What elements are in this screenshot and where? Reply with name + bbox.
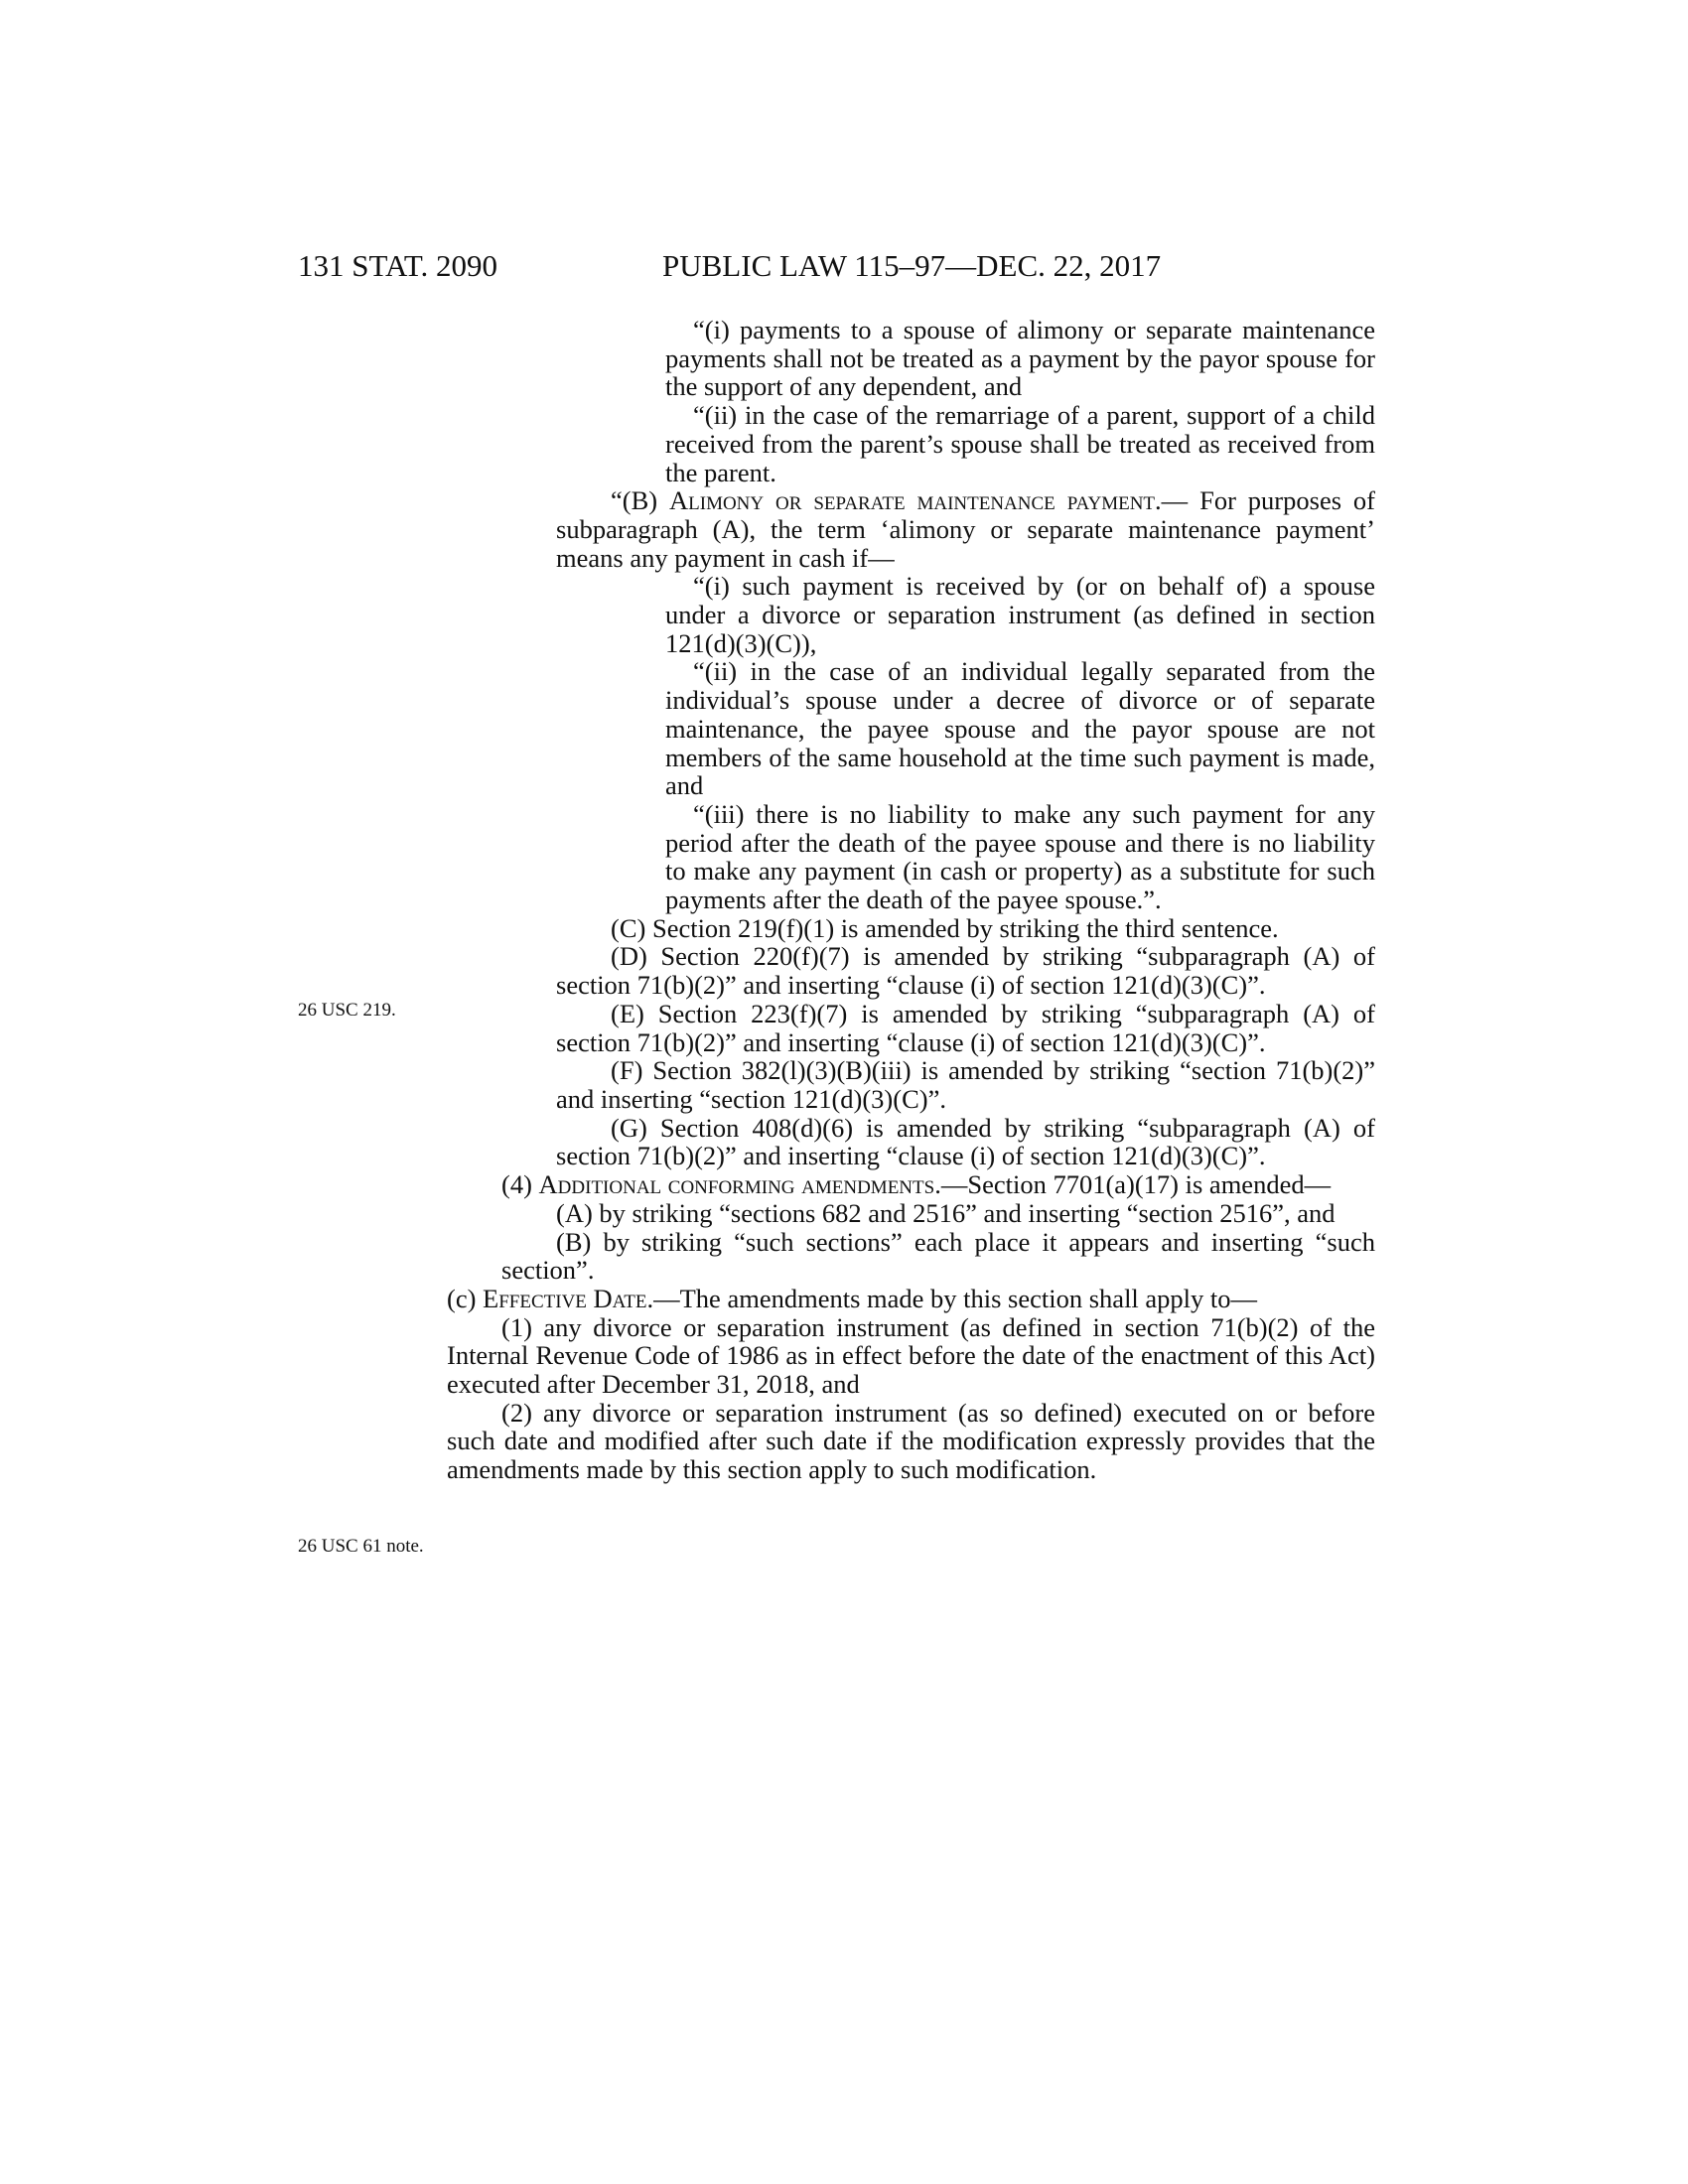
margin-note-usc-61-note: 26 USC 61 note. <box>298 1536 424 1557</box>
paragraph-effective-date-2: (2) any divorce or separation instrument (as so defined) executed on or before such date and modified after such date if the modification expressly provides that the amendments made by this section apply to such modification. <box>447 1397 1375 1485</box>
document-body <box>447 315 1375 1485</box>
paragraph-clause-iii-no-liability: “(iii) there is no liability to make any such payment for any period after the death of the payee spouse and there is no liability to make any payment (in cash or property) as a substitute for such payments after the death of the payee spouse.”. <box>665 798 1375 915</box>
paragraph-clause-ii-legally-separated: “(ii) in the case of an individual legally separated from the individual’s spouse under a decree of divorce or of separate maintenance, the payee spouse and the payor spouse are not members of the same household at the time such payment is made, and <box>665 656 1375 801</box>
paragraph-4-subparagraph-a: (A) by striking “sections 682 and 2516” and inserting “section 2516”, and <box>556 1197 1336 1228</box>
paragraph-clause-i-payment-received: “(i) such payment is received by (or on behalf of) a spouse under a divorce or separation instrument (as defined in section 121(d)(3)(C)), <box>665 571 1375 658</box>
paragraph-clause-i-alimony: “(i) payments to a spouse of alimony or separate maintenance payments shall not be treated as a payment by the payor spouse for the support of any dependent, and <box>665 315 1375 402</box>
paragraph-4-heading: Additional conforming amendments. <box>538 1169 941 1200</box>
paragraph-effective-date-1: (1) any divorce or separation instrument (as defined in section 71(b)(2) of the Internal Revenue Code of 1986 as in effect before the date of the enactment of this Act) executed after December 31, 2018, and <box>447 1311 1375 1400</box>
paragraph-4-additional-conforming: (4) Additional conforming amendments.—Section 7701(a)(17) is amended— <box>501 1169 1332 1200</box>
paragraph-subparagraph-d: (D) Section 220(f)(7) is amended by striking “subparagraph (A) of section 71(b)(2)” and inserting “clause (i) of section 121(d)(3)(C)”. <box>556 941 1375 1001</box>
paragraph-c-effective-date: (c) Effective Date.—The amendments made by this section shall apply to— <box>447 1283 1258 1313</box>
statute-page-reference: 131 STAT. 2090 <box>298 248 498 283</box>
paragraph-clause-ii-remarriage: “(ii) in the case of the remarriage of a parent, support of a child received from the parent’s spouse shall be treated as received from the parent. <box>665 400 1375 487</box>
public-law-title: PUBLIC LAW 115–97—DEC. 22, 2017 <box>662 248 1162 283</box>
paragraph-subparagraph-c: (C) Section 219(f)(1) is amended by striking the third sentence. <box>611 912 1279 943</box>
effective-date-heading: Effective Date. <box>483 1283 654 1313</box>
margin-note-usc-219: 26 USC 219. <box>298 1000 396 1021</box>
subparagraph-b-heading: Alimony or separate maintenance payment. <box>669 485 1162 516</box>
page-header <box>0 246 1688 286</box>
paragraph-4-subparagraph-b: (B) by striking “such sections” each place it appears and inserting “such section”. <box>501 1226 1375 1286</box>
paragraph-subparagraph-f: (F) Section 382(l)(3)(B)(iii) is amended by striking “section 71(b)(2)” and inserting “section 121(d)(3)(C)”. <box>556 1055 1375 1114</box>
paragraph-subparagraph-g: (G) Section 408(d)(6) is amended by striking “subparagraph (A) of section 71(b)(2)” and inserting “clause (i) of section 121(d)(3)(C)”. <box>556 1112 1375 1171</box>
paragraph-subparagraph-b: “(B) Alimony or separate maintenance payment.— For purposes of subparagraph (A), the term ‘alimony or separate maintenance payment’ means any payment in cash if— <box>556 485 1375 573</box>
paragraph-subparagraph-e: (E) Section 223(f)(7) is amended by striking “subparagraph (A) of section 71(b)(2)” and inserting “clause (i) of section 121(d)(3)(C)”. <box>556 998 1375 1057</box>
